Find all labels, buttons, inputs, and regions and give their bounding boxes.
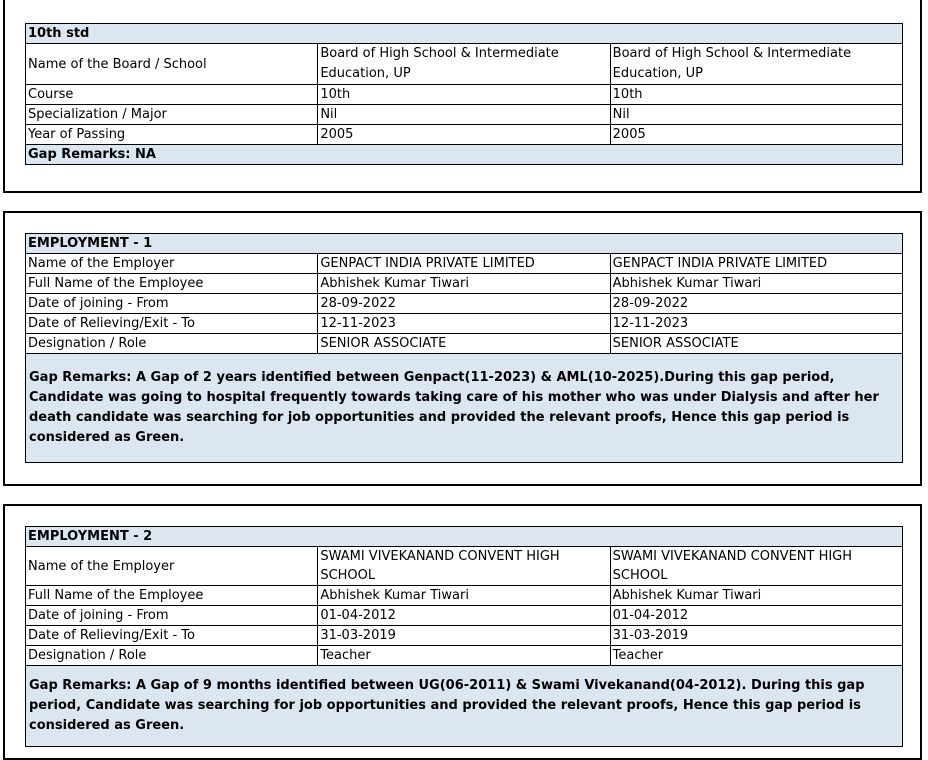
table-row	[26, 254, 903, 274]
row-label: Name of the Board / School	[26, 44, 318, 85]
row-value-verified: 28-09-2022	[610, 294, 902, 314]
row-value-verified: 01-04-2012	[610, 606, 902, 626]
gap-remarks: Gap Remarks: NA	[26, 145, 903, 165]
table-row	[26, 105, 903, 125]
gap-remarks: Gap Remarks: A Gap of 2 years identified between Genpact(11-2023) & AML(10-2025).During this gap period, Candidate was going to hospital frequently towards taking care of his mother who was under Dialysis and after her death candidate was searching for job opportunities and provided the relevant proofs, Hence this gap period is considered as Green.	[29, 370, 879, 445]
education-panel	[3, 0, 922, 193]
row-label: Full Name of the Employee	[26, 274, 318, 294]
row-value-claimed: Teacher	[318, 646, 610, 666]
row-label: Designation / Role	[26, 646, 318, 666]
row-value-verified: GENPACT INDIA PRIVATE LIMITED	[610, 254, 902, 274]
row-value-verified: 12-11-2023	[610, 314, 902, 334]
row-label: Designation / Role	[26, 334, 318, 354]
table-row	[26, 606, 903, 626]
row-label: Date of Relieving/Exit - To	[26, 626, 318, 646]
row-label: Date of Relieving/Exit - To	[26, 314, 318, 334]
row-value-claimed: 28-09-2022	[318, 294, 610, 314]
row-value-verified: Teacher	[610, 646, 902, 666]
row-value-verified: SENIOR ASSOCIATE	[610, 334, 902, 354]
row-value-claimed: Abhishek Kumar Tiwari	[318, 586, 610, 606]
row-value-verified: 31-03-2019	[610, 626, 902, 646]
table-row	[26, 44, 903, 85]
row-value-verified: 2005	[610, 125, 902, 145]
row-value-claimed: 2005	[318, 125, 610, 145]
row-value-claimed: SWAMI VIVEKANAND CONVENT HIGH SCHOOL	[318, 547, 610, 586]
row-label: Date of joining - From	[26, 606, 318, 626]
row-label: Specialization / Major	[26, 105, 318, 125]
row-value-verified: Abhishek Kumar Tiwari	[610, 274, 902, 294]
row-value-verified: 10th	[610, 85, 902, 105]
row-label: Full Name of the Employee	[26, 586, 318, 606]
table-row	[26, 646, 903, 666]
employment-1-panel	[3, 211, 922, 486]
employment-2-table	[25, 526, 903, 747]
employment-2-title: EMPLOYMENT - 2	[26, 527, 903, 547]
row-value-claimed: Abhishek Kumar Tiwari	[318, 274, 610, 294]
row-value-claimed: Board of High School & Intermediate Education, UP	[318, 44, 610, 85]
table-row	[26, 547, 903, 586]
row-value-claimed: 12-11-2023	[318, 314, 610, 334]
employment-1-table	[25, 233, 903, 463]
table-row	[26, 314, 903, 334]
row-value-claimed: GENPACT INDIA PRIVATE LIMITED	[318, 254, 610, 274]
row-value-claimed: 01-04-2012	[318, 606, 610, 626]
education-title: 10th std	[26, 24, 903, 44]
employment-1-title: EMPLOYMENT - 1	[26, 234, 903, 254]
row-value-claimed: 31-03-2019	[318, 626, 610, 646]
table-row	[26, 626, 903, 646]
row-value-claimed: Nil	[318, 105, 610, 125]
table-row	[26, 586, 903, 606]
table-row	[26, 334, 903, 354]
row-label: Course	[26, 85, 318, 105]
row-label: Name of the Employer	[26, 254, 318, 274]
row-value-verified: Nil	[610, 105, 902, 125]
table-row	[26, 85, 903, 105]
row-label: Year of Passing	[26, 125, 318, 145]
row-value-verified: Abhishek Kumar Tiwari	[610, 586, 902, 606]
table-row	[26, 294, 903, 314]
row-value-verified: Board of High School & Intermediate Education, UP	[610, 44, 902, 85]
table-row	[26, 125, 903, 145]
gap-remarks: Gap Remarks: A Gap of 9 months identified between UG(06-2011) & Swami Vivekanand(04-2012). During this gap period, Candidate was searching for job opportunities and provided the relevant proofs, Hence this gap period is considered as Green.	[29, 678, 865, 733]
row-label: Date of joining - From	[26, 294, 318, 314]
row-value-verified: SWAMI VIVEKANAND CONVENT HIGH SCHOOL	[610, 547, 902, 586]
row-label: Name of the Employer	[26, 547, 318, 586]
row-value-claimed: 10th	[318, 85, 610, 105]
employment-2-panel	[3, 504, 922, 760]
table-row	[26, 274, 903, 294]
education-table	[25, 23, 903, 165]
row-value-claimed: SENIOR ASSOCIATE	[318, 334, 610, 354]
